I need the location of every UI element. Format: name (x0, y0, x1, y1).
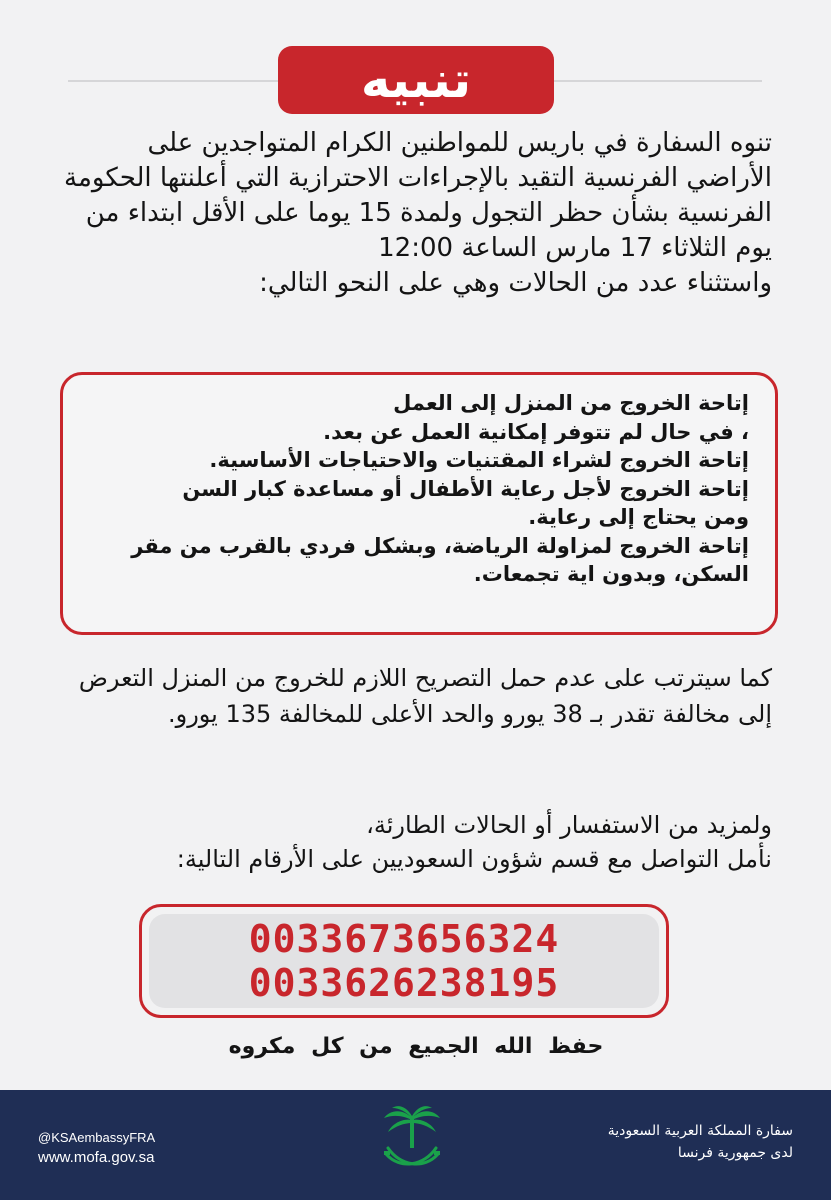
intro-section (60, 126, 772, 301)
alert-title: تنبيه (278, 46, 554, 114)
exceptions-line: واستثناء عدد من الحالات وهي على النحو التالي: (259, 268, 772, 298)
penalty-section (60, 660, 772, 732)
title-divider-left (68, 80, 278, 82)
penalty-text: كما سيترتب على عدم حمل التصريح اللازم للخروج من المنزل التعرض إلى مخالفة تقدر بـ 38 يورو والحد الأعلى للمخالفة 135 يورو. (78, 664, 772, 728)
closing-blessing: حفظ الله الجميع من كل مكروه (228, 1034, 604, 1059)
case-line: إتاحة الخروج لشراء المقتنيات والاحتياجات الأساسية. (209, 448, 749, 472)
palm-and-swords-emblem-icon (380, 1104, 444, 1176)
contact-line-2: نأمل التواصل مع قسم شؤون السعوديين على الأرقام التالية: (176, 845, 772, 873)
phone-number-2[interactable]: 0033626238195 (248, 961, 560, 1005)
website-link[interactable]: www.mofa.gov.sa (38, 1149, 155, 1166)
case-line: ومن يحتاج إلى رعاية. (528, 505, 749, 529)
case-line: ، في حال لم تتوفر إمكانية العمل عن بعد. (323, 419, 749, 444)
twitter-handle[interactable]: @KSAembassyFRA (38, 1130, 156, 1145)
case-line: إتاحة الخروج من المنزل إلى العمل (393, 391, 749, 415)
case-line: السكن، وبدون اية تجمعات. (473, 562, 749, 586)
embassy-name-line-1: سفارة المملكة العربية السعودية (607, 1123, 793, 1139)
embassy-name (608, 1120, 793, 1164)
phone-numbers-panel (149, 914, 659, 1008)
title-divider-right (554, 80, 762, 82)
footer-bar (0, 1090, 831, 1200)
contact-section (60, 808, 772, 876)
embassy-name-line-2: لدى جمهورية فرنسا (677, 1145, 793, 1161)
case-line: إتاحة الخروج لأجل رعاية الأطفال أو مساعدة كبار السن (182, 476, 749, 501)
footer-links (38, 1128, 155, 1168)
phone-numbers-box (139, 904, 669, 1018)
phone-number-1[interactable]: 0033673656324 (248, 917, 560, 961)
case-line: إتاحة الخروج لمزاولة الرياضة، وبشكل فردي بالقرب من مقر (131, 533, 749, 558)
intro-paragraph: تنوه السفارة في باريس للمواطنين الكرام المتواجدين على الأراضي الفرنسية التقيد بالإجراءات الاحترازية التي أعلنتها الحكومة الفرنسية بشأن حظر التجول ولمدة 15 يوما على الأقل ابتداء من يوم الثلاثاء 17 مارس الساعة 12:00 (64, 128, 772, 263)
exceptions-box (60, 372, 778, 635)
contact-line-1: ولمزيد من الاستفسار أو الحالات الطارئة، (366, 811, 772, 839)
